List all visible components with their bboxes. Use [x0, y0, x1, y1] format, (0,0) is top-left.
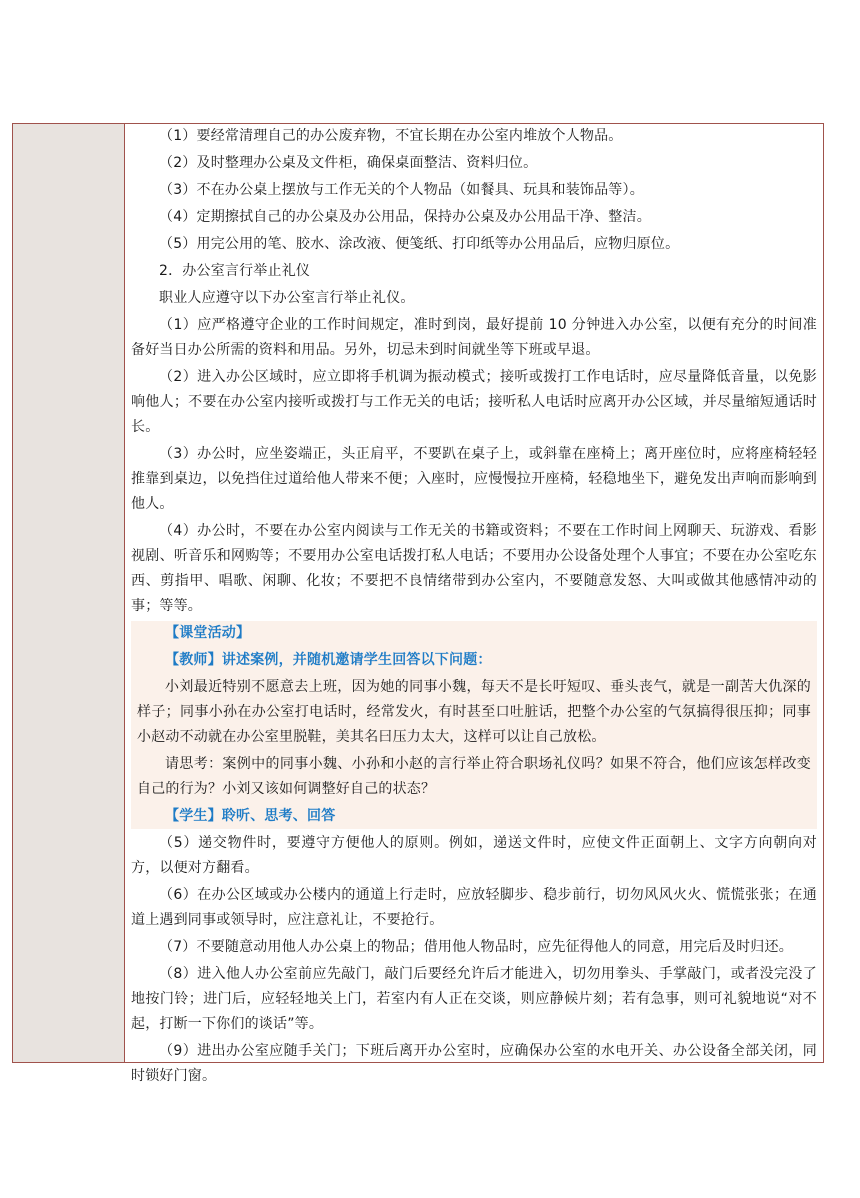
paragraph: （4）定期擦拭自己的办公桌及办公用品，保持办公桌及办公用品干净、整洁。 — [159, 209, 651, 225]
paragraph: （1）应严格遵守企业的工作时间规定，准时到岗，最好提前 10 分钟进入办公室，以便有充分的时间准备好当日办公所需的资料和用品。另外，切忌未到时间就坐等下班或早退。 — [131, 317, 817, 358]
paragraph: （6）在办公区域或办公楼内的通道上行走时，应放轻脚步、稳步前行，切勿风风火火、慌慌张张；在通道上遇到同事或领导时，应注意礼让，不要抢行。 — [131, 887, 817, 928]
table-content-cell — [125, 124, 823, 1084]
paragraph: （3）办公时，应坐姿端正，头正肩平，不要趴在桌子上，或斜靠在座椅上；离开座位时，应将座椅轻轻推靠到桌边，以免挡住过道给他人带来不便；入座时，应慢慢拉开座椅，轻稳地坐下，避免发出声响而影响到他人。 — [131, 446, 817, 512]
section-heading: 2．办公室言行举止礼仪 — [159, 263, 311, 279]
paragraph: （5）递交物件时，要遵守方便他人的原则。例如，递送文件时，应使文件正面朝上、文字方向朝向对方，以便对方翻看。 — [131, 835, 817, 876]
classroom-activity-box — [131, 621, 817, 829]
paragraph: （1）要经常清理自己的办公废弃物，不宜长期在办公室内堆放个人物品。 — [159, 128, 623, 144]
paragraph: 职业人应遵守以下办公室言行举止礼仪。 — [159, 290, 415, 306]
table-left-column — [13, 124, 125, 1062]
case-paragraph: 小刘最近特别不愿意去上班，因为她的同事小魏，每天不是长吁短叹、垂头丧气，就是一副苦大仇深的样子；同事小孙在办公室打电话时，经常发火，有时甚至口吐脏话，把整个办公室的气氛搞得很压抑；同事小赵动不动就在办公室里脱鞋，美其名曰压力太大，这样可以让自己放松。 — [137, 679, 811, 745]
paragraph: （9）进出办公室应随手关门；下班后离开办公室时，应确保办公室的水电开关、办公设备全部关闭，同时锁好门窗。 — [131, 1043, 817, 1084]
paragraph: （2）及时整理办公桌及文件柜，确保桌面整洁、资料归位。 — [159, 155, 538, 171]
teacher-instruction: 【教师】讲述案例，并随机邀请学生回答以下问题： — [165, 652, 492, 668]
paragraph: （7）不要随意动用他人办公桌上的物品；借用他人物品时，应先征得他人的同意，用完后及时归还。 — [159, 939, 793, 955]
question-paragraph: 请思考：案例中的同事小魏、小孙和小赵的言行举止符合职场礼仪吗？如果不符合，他们应该怎样改变自己的行为？小刘又该如何调整好自己的状态？ — [137, 756, 811, 797]
paragraph: （4）办公时，不要在办公室内阅读与工作无关的书籍或资料；不要在工作时间上网聊天、玩游戏、看影视剧、听音乐和网购等；不要用办公室电话拨打私人电话；不要用办公设备处理个人事宜；不要在办公室吃东西、剪指甲、唱歌、闲聊、化妆；不要把不良情绪带到办公室内，不要随意发怒、大叫或做其他感情冲动的事；等等。 — [131, 523, 817, 614]
paragraph: （2）进入办公区域时，应立即将手机调为振动模式；接听或拨打工作电话时，应尽量降低音量，以免影响他人；不要在办公室内接听或拨打与工作无关的电话；接听私人电话时应离开办公区域，并尽量缩短通话时长。 — [131, 369, 817, 435]
student-instruction: 【学生】聆听、思考、回答 — [165, 808, 336, 824]
content-table — [12, 123, 824, 1084]
activity-title: 【课堂活动】 — [165, 625, 251, 641]
paragraph: （5）用完公用的笔、胶水、涂改液、便笺纸、打印纸等办公用品后，应物归原位。 — [159, 236, 680, 252]
paragraph: （8）进入他人办公室前应先敲门，敲门后要经允许后才能进入，切勿用拳头、手掌敲门，或者没完没了地按门铃；进门后，应轻轻地关上门，若室内有人正在交谈，则应静候片刻；若有急事，则可礼貌地说“对不起，打断一下你们的谈话”等。 — [131, 966, 817, 1032]
paragraph: （3）不在办公桌上摆放与工作无关的个人物品（如餐具、玩具和装饰品等）。 — [159, 182, 644, 198]
